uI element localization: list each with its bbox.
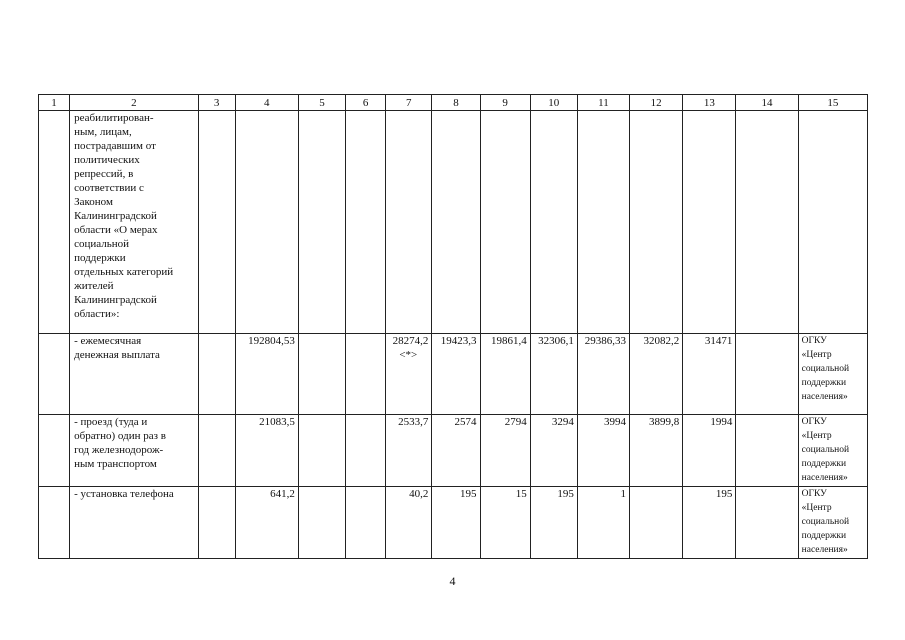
cell-10: 195 bbox=[530, 487, 577, 559]
intro-text-cell bbox=[70, 111, 198, 334]
intro-line: области «О мерах bbox=[74, 224, 158, 236]
header-cell: 4 bbox=[235, 95, 298, 111]
header-cell: 13 bbox=[683, 95, 736, 111]
table-row bbox=[39, 415, 868, 487]
cell-11: 3994 bbox=[577, 415, 629, 487]
cell-11: 1 bbox=[577, 487, 629, 559]
intro-line: Калининградской bbox=[74, 294, 157, 306]
header-row bbox=[39, 95, 868, 111]
intro-line: реабилитирован- bbox=[74, 112, 154, 124]
cell-4: 641,2 bbox=[235, 487, 298, 559]
cell-12: 32082,2 bbox=[630, 334, 683, 415]
intro-line: пострадавшим от bbox=[74, 140, 156, 152]
cell-12: 3899,8 bbox=[630, 415, 683, 487]
header-cell: 5 bbox=[298, 95, 345, 111]
cell-13: 1994 bbox=[683, 415, 736, 487]
header-cell: 14 bbox=[736, 95, 798, 111]
cell-14 bbox=[736, 415, 798, 487]
cell-8: 195 bbox=[432, 487, 480, 559]
measure-name-cell: - проезд (туда и обратно) один раз в год железнодорож- ным транспортом bbox=[70, 415, 198, 487]
intro-row bbox=[39, 111, 868, 334]
cell-9: 19861,4 bbox=[480, 334, 530, 415]
cell-3 bbox=[198, 415, 235, 487]
intro-line: Законом bbox=[74, 196, 113, 208]
cell-3 bbox=[198, 487, 235, 559]
cell-7: 40,2 bbox=[386, 487, 432, 559]
document-table bbox=[38, 94, 868, 559]
cell-10: 3294 bbox=[530, 415, 577, 487]
intro-line: соответствии с bbox=[74, 182, 144, 194]
cell-12 bbox=[630, 487, 683, 559]
intro-line: жителей bbox=[74, 280, 114, 292]
header-cell: 8 bbox=[432, 95, 480, 111]
intro-line: репрессий, в bbox=[74, 168, 134, 180]
intro-line: ным, лицам, bbox=[74, 126, 132, 138]
header-cell: 3 bbox=[198, 95, 235, 111]
cell-6 bbox=[346, 487, 386, 559]
cell-5 bbox=[298, 334, 345, 415]
intro-line: политических bbox=[74, 154, 140, 166]
header-cell: 15 bbox=[798, 95, 867, 111]
intro-line: Калининградской bbox=[74, 210, 157, 222]
cell-10: 32306,1 bbox=[530, 334, 577, 415]
cell-4: 21083,5 bbox=[235, 415, 298, 487]
intro-line: поддержки bbox=[74, 252, 126, 264]
cell-7: 2533,7 bbox=[386, 415, 432, 487]
header-cell: 2 bbox=[70, 95, 198, 111]
header-cell: 11 bbox=[577, 95, 629, 111]
cell-4: 192804,53 bbox=[235, 334, 298, 415]
header-cell: 10 bbox=[530, 95, 577, 111]
measure-name-cell: - ежемесячная денежная выплата bbox=[70, 334, 198, 415]
cell-7: 28274,2 <*> bbox=[386, 334, 432, 415]
cell-5 bbox=[298, 487, 345, 559]
cell-6 bbox=[346, 415, 386, 487]
measure-name-cell: - установка телефона bbox=[70, 487, 198, 559]
cell-14 bbox=[736, 487, 798, 559]
cell-3 bbox=[198, 334, 235, 415]
cell-8: 2574 bbox=[432, 415, 480, 487]
executor-cell: ОГКУ «Центр социальной поддержки населения» bbox=[798, 415, 867, 487]
cell-6 bbox=[346, 334, 386, 415]
cell-9: 15 bbox=[480, 487, 530, 559]
cell-11: 29386,33 bbox=[577, 334, 629, 415]
table-row bbox=[39, 334, 868, 415]
footnote-mark: <*> bbox=[399, 349, 418, 361]
intro-line: области»: bbox=[74, 308, 120, 320]
intro-line: отдельных категорий bbox=[74, 266, 174, 278]
cell-13: 195 bbox=[683, 487, 736, 559]
header-cell: 6 bbox=[346, 95, 386, 111]
header-cell: 1 bbox=[39, 95, 70, 111]
cell-13: 31471 bbox=[683, 334, 736, 415]
executor-cell: ОГКУ «Центр социальной поддержки населения» bbox=[798, 334, 867, 415]
cell-5 bbox=[298, 415, 345, 487]
table-row bbox=[39, 487, 868, 559]
page-number: 4 bbox=[449, 574, 456, 588]
header-cell: 12 bbox=[630, 95, 683, 111]
cell-9: 2794 bbox=[480, 415, 530, 487]
intro-line: социальной bbox=[74, 238, 130, 250]
header-cell: 7 bbox=[386, 95, 432, 111]
executor-cell: ОГКУ «Центр социальной поддержки населения» bbox=[798, 487, 867, 559]
cell-14 bbox=[736, 334, 798, 415]
cell-8: 19423,3 bbox=[432, 334, 480, 415]
header-cell: 9 bbox=[480, 95, 530, 111]
